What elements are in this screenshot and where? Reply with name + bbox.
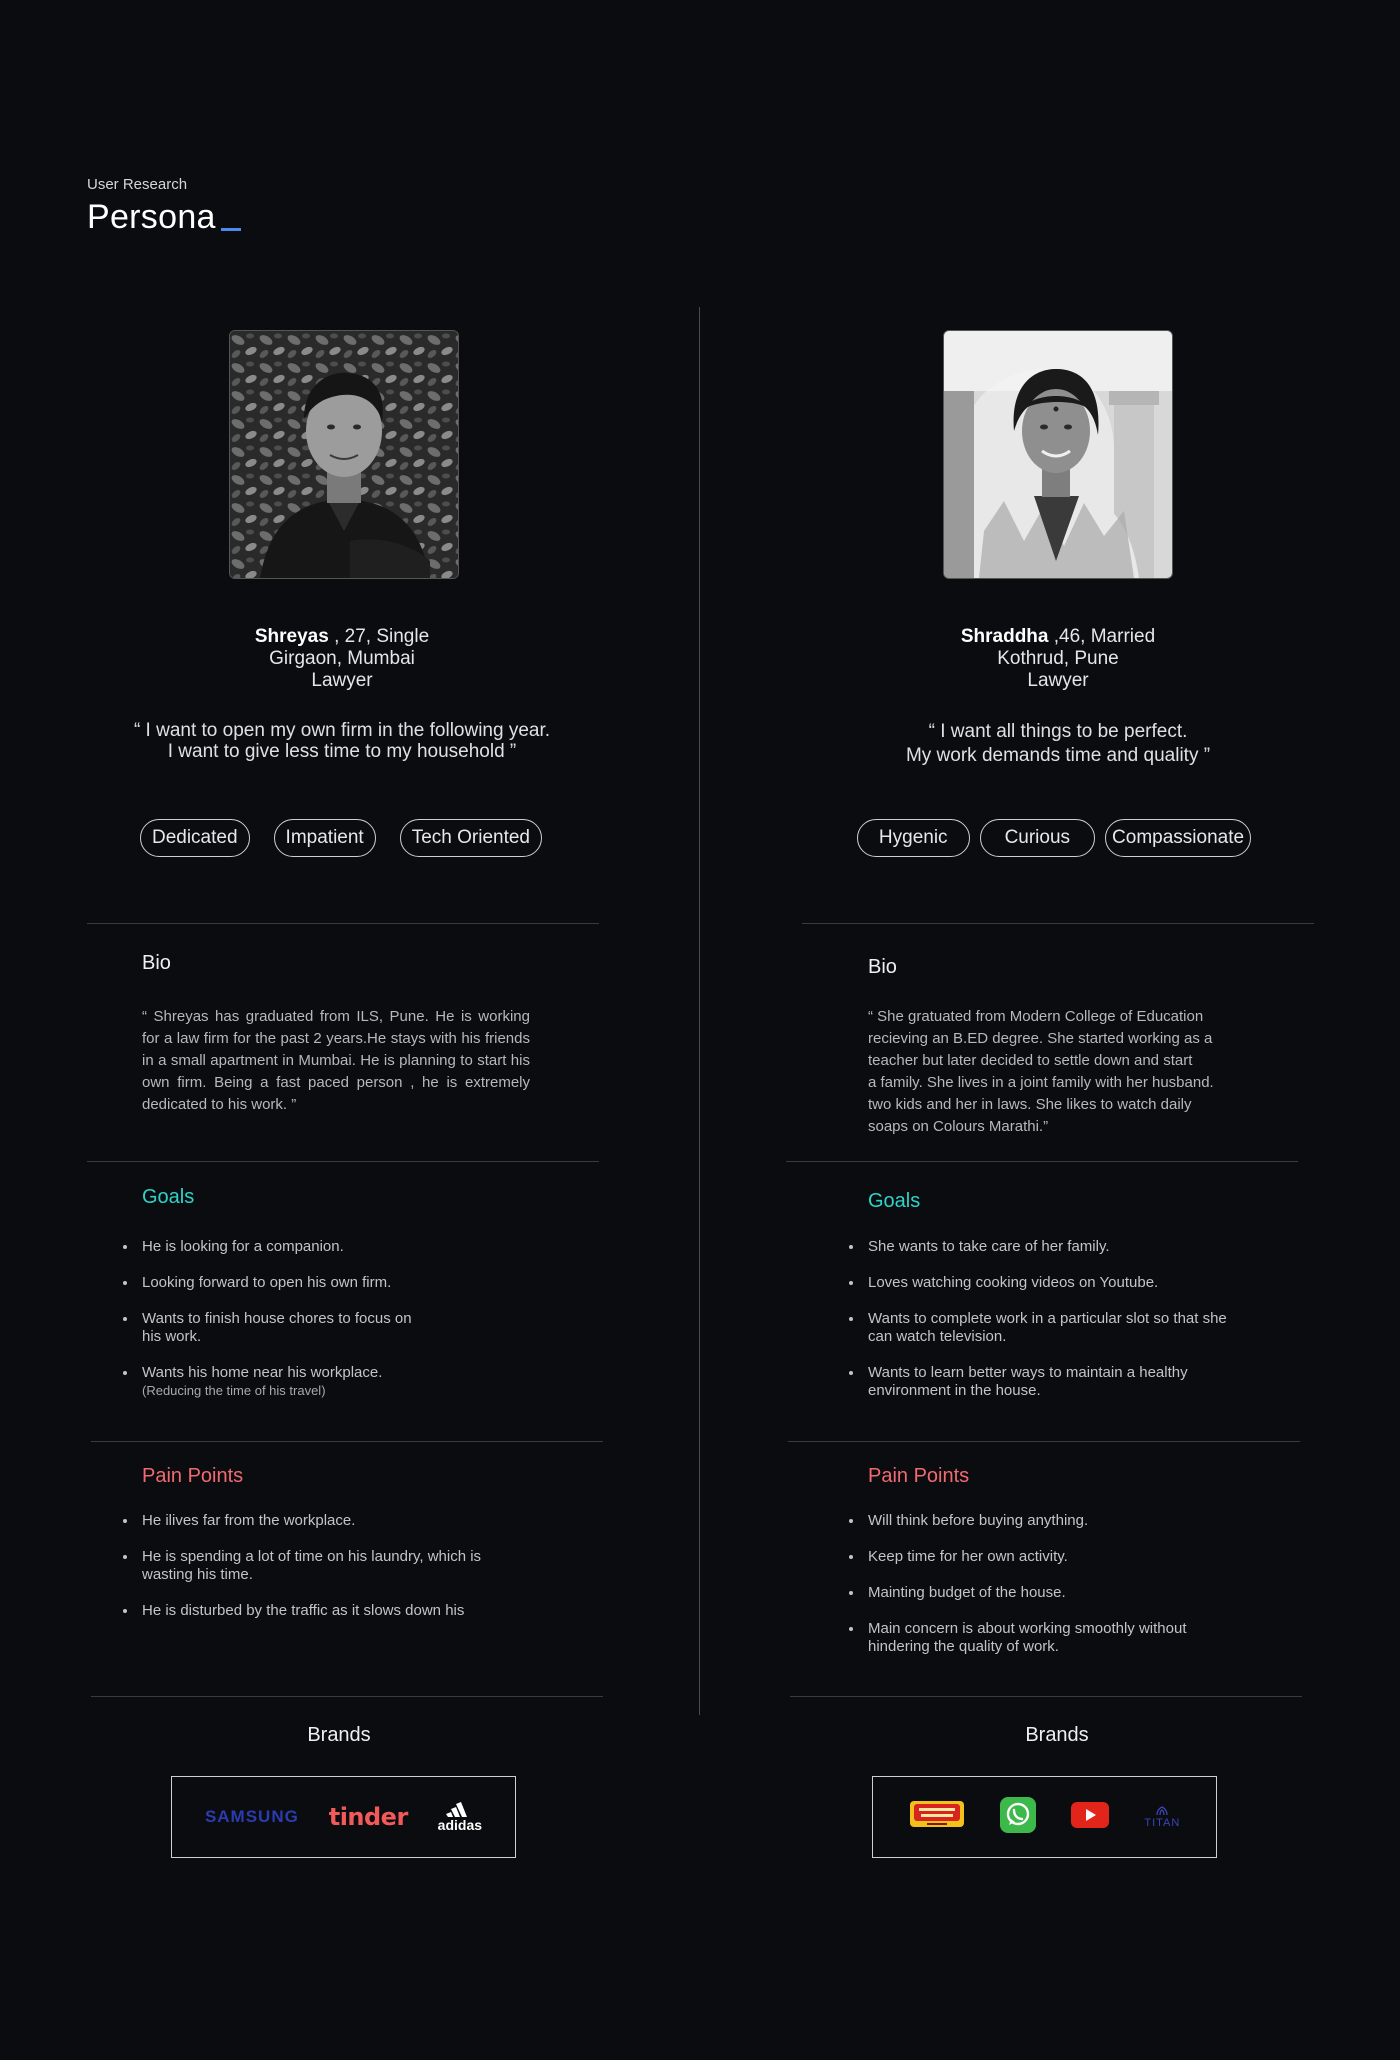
pain-point-item: Mainting budget of the house. bbox=[848, 1584, 1248, 1602]
tinder-logo: tinder bbox=[328, 1803, 408, 1831]
section-divider bbox=[788, 1441, 1300, 1442]
titan-logo bbox=[1144, 1805, 1180, 1829]
persona-quote bbox=[42, 720, 642, 762]
persona-age-status: ,46, Married bbox=[1048, 626, 1156, 647]
quote-line-2: My work demands time and quality ” bbox=[905, 745, 1211, 766]
persona-identity bbox=[42, 626, 642, 692]
goals-list bbox=[122, 1238, 442, 1418]
quote-line-1: “ I want to open my own firm in the following year. bbox=[133, 720, 551, 741]
goal-item: She wants to take care of her family. bbox=[848, 1238, 1248, 1256]
column-divider bbox=[699, 307, 700, 1715]
section-divider bbox=[790, 1696, 1302, 1697]
bio-line: soaps on Colours Marathi.” bbox=[868, 1118, 1049, 1135]
bio-line: two kids and her in laws. She likes to watch daily bbox=[868, 1096, 1192, 1113]
page-title-text: Persona bbox=[87, 198, 216, 236]
persona-location: Kothrud, Pune bbox=[997, 648, 1119, 669]
pain-points-list bbox=[122, 1512, 522, 1638]
trait-tags bbox=[754, 819, 1354, 857]
whatsapp-logo bbox=[1000, 1797, 1036, 1838]
goals-list bbox=[848, 1238, 1248, 1418]
bio-title: Bio bbox=[142, 952, 171, 974]
brands-title: Brands bbox=[307, 1724, 371, 1746]
persona-identity bbox=[758, 626, 1358, 692]
bio-text bbox=[868, 1006, 1268, 1138]
goal-note: (Reducing the time of his travel) bbox=[142, 1383, 326, 1398]
goal-item: Wants to complete work in a particular slot so that she can watch television. bbox=[848, 1310, 1248, 1346]
trait-tag: Impatient bbox=[274, 819, 376, 857]
persona-quote bbox=[758, 720, 1358, 768]
section-divider bbox=[87, 1161, 599, 1162]
pain-point-item: Will think before buying anything. bbox=[848, 1512, 1248, 1530]
youtube-logo bbox=[1071, 1802, 1109, 1833]
persona-name-line bbox=[42, 626, 642, 648]
brands-box bbox=[872, 1776, 1217, 1858]
brands-title: Brands bbox=[1025, 1724, 1089, 1746]
goal-item: Loves watching cooking videos on Youtube. bbox=[848, 1274, 1248, 1292]
trait-tags bbox=[41, 819, 641, 857]
pain-points-list bbox=[848, 1512, 1248, 1674]
trait-tag: Hygenic bbox=[857, 819, 970, 857]
pain-point-item: He is spending a lot of time on his laundry, which is wasting his time. bbox=[122, 1548, 522, 1584]
persona-name-line bbox=[758, 626, 1358, 648]
bio-line: a family. She lives in a joint family with her husband. bbox=[868, 1074, 1214, 1091]
section-divider bbox=[91, 1696, 603, 1697]
section-divider bbox=[802, 923, 1314, 924]
persona-occupation: Lawyer bbox=[1027, 670, 1089, 691]
pain-point-item: Keep time for her own activity. bbox=[848, 1548, 1248, 1566]
brands-box bbox=[171, 1776, 516, 1858]
quote-line-2: I want to give less time to my household ” bbox=[167, 741, 517, 762]
adidas-stripes-icon bbox=[446, 1801, 474, 1817]
persona-card-shraddha bbox=[758, 0, 1358, 2060]
goal-item: He is looking for a companion. bbox=[122, 1238, 442, 1256]
trait-tag: Curious bbox=[980, 819, 1095, 857]
goal-item: Wants to learn better ways to maintain a healthy environment in the house. bbox=[848, 1364, 1248, 1400]
goal-item: Wants to finish house chores to focus on his work. bbox=[122, 1310, 432, 1346]
pain-point-item: He is disturbed by the traffic as it slows down his bbox=[122, 1602, 522, 1620]
titan-emblem-icon bbox=[1155, 1805, 1169, 1817]
goals-title: Goals bbox=[868, 1190, 921, 1212]
persona-location: Girgaon, Mumbai bbox=[269, 648, 415, 669]
goal-item: Looking forward to open his own firm. bbox=[122, 1274, 442, 1292]
bio-title: Bio bbox=[868, 956, 897, 978]
pain-point-item: Main concern is about working smoothly without hindering the quality of work. bbox=[848, 1620, 1238, 1656]
eyebrow-label: User Research bbox=[87, 176, 188, 193]
adidas-logo bbox=[438, 1801, 482, 1833]
samsung-logo: SAMSUNG bbox=[204, 1807, 299, 1826]
bio-line: “ She gratuated from Modern College of Education bbox=[868, 1008, 1204, 1025]
trait-tag: Dedicated bbox=[140, 819, 250, 857]
persona-name: Shraddha bbox=[960, 626, 1049, 647]
persona-age-status: , 27, Single bbox=[328, 626, 430, 647]
bio-line: recieving an B.ED degree. She started working as a bbox=[868, 1030, 1213, 1047]
pain-point-item: He ilives far from the workplace. bbox=[122, 1512, 522, 1530]
titan-wordmark: TITAN bbox=[1144, 1817, 1181, 1829]
adidas-wordmark: adidas bbox=[437, 1817, 483, 1833]
goal-item bbox=[122, 1364, 442, 1400]
pain-points-title: Pain Points bbox=[142, 1465, 244, 1487]
section-divider bbox=[91, 1441, 603, 1442]
bio-text: “ Shreyas has graduated from ILS, Pune. He is working for a law firm for the past 2 years.He stays with his friends in a small apartment in Mumbai. He is planning to start his own firm. Being a fast paced person , he is extremely dedicated to his work. ” bbox=[142, 1008, 530, 1113]
persona-photo-shraddha bbox=[943, 330, 1173, 579]
pain-points-title: Pain Points bbox=[868, 1465, 970, 1487]
persona-photo-shreyas bbox=[229, 330, 459, 579]
persona-occupation: Lawyer bbox=[311, 670, 373, 691]
quote-line-1: “ I want all things to be perfect. bbox=[928, 721, 1188, 742]
section-divider bbox=[87, 923, 599, 924]
chitale-bandhu-logo bbox=[909, 1798, 965, 1837]
bio-line: teacher but later decided to settle down and start bbox=[868, 1052, 1193, 1069]
section-divider bbox=[786, 1161, 1298, 1162]
goals-title: Goals bbox=[142, 1186, 195, 1208]
trait-tag: Tech Oriented bbox=[400, 819, 542, 857]
goal-text: Wants his home near his workplace. bbox=[142, 1364, 383, 1381]
persona-card-shreyas bbox=[42, 0, 642, 2060]
persona-name: Shreyas bbox=[254, 626, 329, 647]
trait-tag: Compassionate bbox=[1105, 819, 1251, 857]
